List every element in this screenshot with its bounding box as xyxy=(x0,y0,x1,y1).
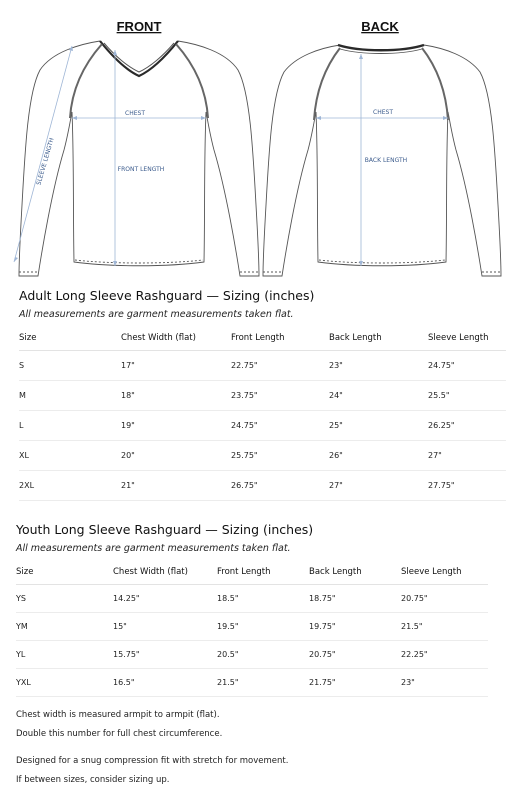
cell-size: YM xyxy=(16,612,113,640)
cell-back-length: 19.75" xyxy=(309,612,401,640)
cell-front-length: 20.5" xyxy=(217,640,309,668)
cell-chest-width: 16.5" xyxy=(113,668,217,696)
header-chest-width: Chest Width (flat) xyxy=(121,326,231,350)
table-header-row xyxy=(19,326,506,350)
cell-sleeve-length: 26.25" xyxy=(428,410,506,440)
table-header-row xyxy=(16,560,488,584)
header-back-length: Back Length xyxy=(329,326,428,350)
table-row xyxy=(16,640,488,668)
cell-back-length: 26" xyxy=(329,440,428,470)
cell-back-length: 18.75" xyxy=(309,584,401,612)
cell-chest-width: 21" xyxy=(121,470,231,500)
notes-spacer xyxy=(16,743,288,752)
back-length-label: BACK LENGTH xyxy=(364,157,408,164)
front-hem xyxy=(75,260,203,263)
cell-sleeve-length: 27" xyxy=(428,440,506,470)
cell-chest-width: 15" xyxy=(113,612,217,640)
youth-section-note: All measurements are garment measurements taken flat. xyxy=(16,543,291,554)
measurement-diagram xyxy=(0,0,509,285)
adult-section-note: All measurements are garment measurements taken flat. xyxy=(19,309,294,320)
cell-chest-width: 19" xyxy=(121,410,231,440)
cell-chest-width: 14.25" xyxy=(113,584,217,612)
header-size: Size xyxy=(16,560,113,584)
cell-size: XL xyxy=(19,440,121,470)
front-raglan-seam-left xyxy=(70,44,102,118)
table-row xyxy=(19,410,506,440)
cell-front-length: 23.75" xyxy=(231,380,329,410)
header-size: Size xyxy=(19,326,121,350)
header-front-length: Front Length xyxy=(231,326,329,350)
table-row xyxy=(19,350,506,380)
cell-front-length: 24.75" xyxy=(231,410,329,440)
header-chest-width: Chest Width (flat) xyxy=(113,560,217,584)
front-sleeve-label: SLEEVE LENGTH xyxy=(35,137,56,186)
back-heading: BACK xyxy=(361,19,399,34)
cell-back-length: 20.75" xyxy=(309,640,401,668)
cell-chest-width: 17" xyxy=(121,350,231,380)
table-row xyxy=(19,470,506,500)
table-row xyxy=(16,612,488,640)
cell-sleeve-length: 24.75" xyxy=(428,350,506,380)
cell-sleeve-length: 27.75" xyxy=(428,470,506,500)
cell-sleeve-length: 22.25" xyxy=(401,640,488,668)
table-row xyxy=(16,668,488,696)
cell-back-length: 25" xyxy=(329,410,428,440)
shirt-diagram-svg xyxy=(0,0,509,285)
cell-size: 2XL xyxy=(19,470,121,500)
note-chest-measure: Chest width is measured armpit to armpit (flat). xyxy=(16,710,220,720)
front-chest-label: CHEST xyxy=(125,110,145,117)
cell-sleeve-length: 21.5" xyxy=(401,612,488,640)
cell-front-length: 22.75" xyxy=(231,350,329,380)
adult-size-section xyxy=(0,288,509,501)
cell-size: YS xyxy=(16,584,113,612)
cell-front-length: 25.75" xyxy=(231,440,329,470)
cell-chest-width: 15.75" xyxy=(113,640,217,668)
cell-chest-width: 20" xyxy=(121,440,231,470)
cell-back-length: 27" xyxy=(329,470,428,500)
cell-sleeve-length: 23" xyxy=(401,668,488,696)
cell-size: YXL xyxy=(16,668,113,696)
header-back-length: Back Length xyxy=(309,560,401,584)
cell-size: S xyxy=(19,350,121,380)
note-fit: Designed for a snug compression fit with stretch for movement. xyxy=(16,756,289,766)
table-row xyxy=(19,440,506,470)
back-raglan-seam-right xyxy=(422,48,448,120)
header-sleeve-length: Sleeve Length xyxy=(401,560,488,584)
cell-back-length: 23" xyxy=(329,350,428,380)
cell-front-length: 21.5" xyxy=(217,668,309,696)
cell-sleeve-length: 20.75" xyxy=(401,584,488,612)
front-shirt xyxy=(19,41,259,276)
header-sleeve-length: Sleeve Length xyxy=(428,326,506,350)
youth-size-section xyxy=(0,522,509,697)
header-front-length: Front Length xyxy=(217,560,309,584)
back-raglan-seam-left xyxy=(314,48,340,120)
fit-notes xyxy=(16,706,288,789)
front-collar xyxy=(100,41,178,76)
front-length-label: FRONT LENGTH xyxy=(117,166,165,173)
front-heading: FRONT xyxy=(116,19,162,34)
adult-size-table xyxy=(19,326,506,501)
adult-section-title: Adult Long Sleeve Rashguard — Sizing (inches) xyxy=(19,288,315,303)
cell-sleeve-length: 25.5" xyxy=(428,380,506,410)
table-row xyxy=(16,584,488,612)
note-sizing-up: If between sizes, consider sizing up. xyxy=(16,774,170,785)
cell-back-length: 21.75" xyxy=(309,668,401,696)
front-raglan-seam-right xyxy=(176,44,208,118)
cell-back-length: 24" xyxy=(329,380,428,410)
cell-size: M xyxy=(19,380,121,410)
back-hem xyxy=(319,260,445,263)
cell-front-length: 26.75" xyxy=(231,470,329,500)
front-sleeve-line xyxy=(14,46,72,262)
cell-front-length: 19.5" xyxy=(217,612,309,640)
cell-size: L xyxy=(19,410,121,440)
youth-section-title: Youth Long Sleeve Rashguard — Sizing (inches) xyxy=(16,522,314,537)
cell-size: YL xyxy=(16,640,113,668)
back-collar xyxy=(338,45,424,50)
back-chest-label: CHEST xyxy=(373,109,393,116)
note-circumference: Double this number for full chest circumference. xyxy=(16,728,223,739)
table-row xyxy=(19,380,506,410)
youth-size-table xyxy=(16,560,488,697)
cell-front-length: 18.5" xyxy=(217,584,309,612)
cell-chest-width: 18" xyxy=(121,380,231,410)
